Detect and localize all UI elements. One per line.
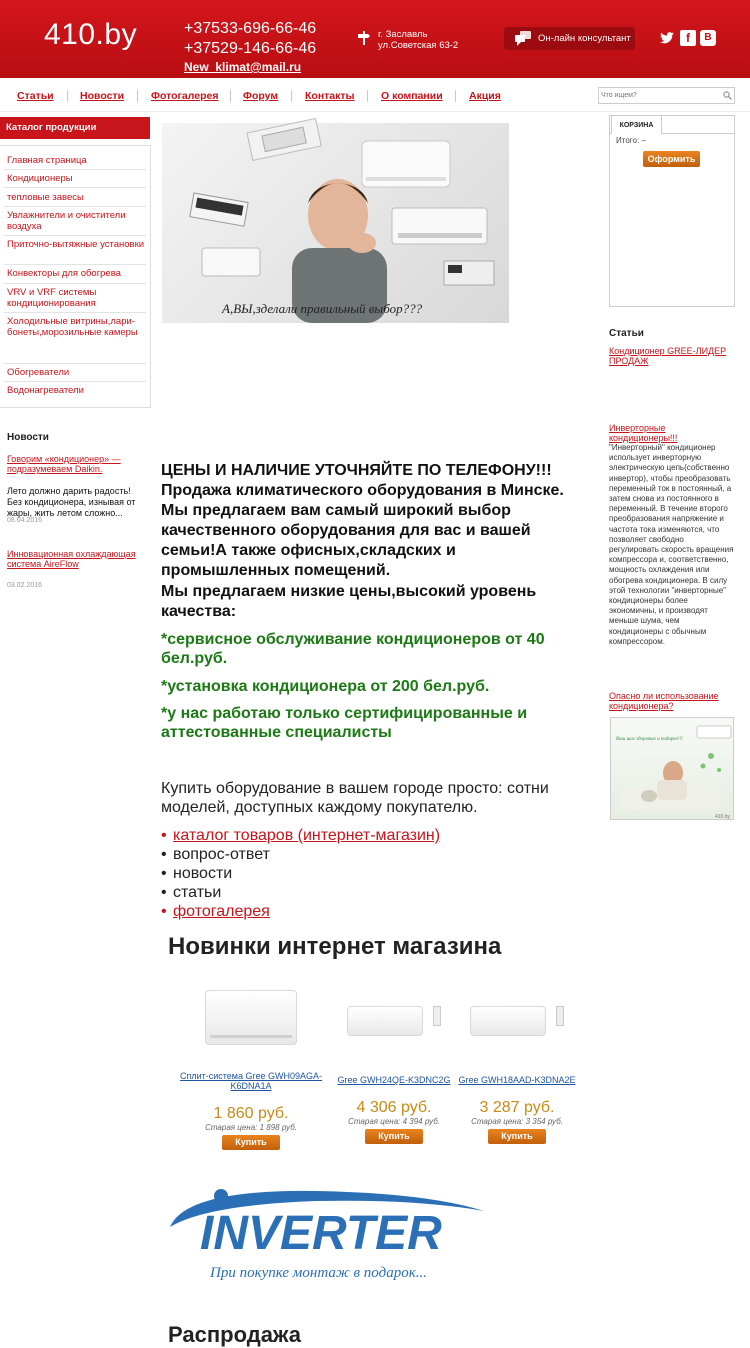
inverter-logo-text: INVERTER bbox=[200, 1207, 442, 1260]
articles-heading: Статьи bbox=[609, 328, 644, 339]
catalog-item-convectors[interactable]: Конвекторы для обогрева bbox=[7, 268, 121, 279]
news-heading: Новости bbox=[7, 432, 49, 443]
family-illustration bbox=[611, 718, 735, 821]
product-old-price: Старая цена: 1 898 руб. bbox=[205, 1123, 297, 1132]
article-link[interactable]: Кондиционер GREE-ЛИДЕР ПРОДАЖ bbox=[609, 346, 727, 366]
nav-divider bbox=[455, 90, 456, 102]
catalog-item-conditioners[interactable]: Кондиционеры bbox=[7, 173, 73, 184]
vk-icon[interactable]: B bbox=[700, 30, 716, 46]
product-price: 4 306 руб. bbox=[356, 1099, 432, 1116]
article-link[interactable]: Опасно ли использование кондиционера? bbox=[609, 691, 719, 711]
chat-icon bbox=[515, 31, 531, 46]
nav-forum[interactable]: Форум bbox=[243, 90, 279, 102]
image-watermark: 410.by bbox=[715, 814, 731, 820]
catalog-item-refrigeration[interactable]: Холодильные витрины,лари-бонеты,морозильные камеры bbox=[7, 316, 138, 338]
email-link[interactable]: New_klimat@mail.ru bbox=[184, 60, 302, 74]
nav-news[interactable]: Новости bbox=[80, 90, 125, 102]
menu-divider bbox=[4, 381, 146, 382]
menu-divider bbox=[4, 363, 146, 364]
article-excerpt: "Инверторный" кондиционер использует инверторную электрическую цепь(собственно инвертор), чтобы преобразовать переменный ток в постоянный, а затем снова из постоянного в переменный. В течение второго преобразования напряжение и частота тока изменяются, что позволяет свободно регулировать скорость вращения компрессора и, соответственно, мощность охлаждения или обогрева кондиционера. В силу этой технологии "инверторные" кондиционеры более экономичны, и производят меньше шума, чем кондиционеры с обычным компрессором. bbox=[609, 443, 734, 646]
installation-item: *установка кондиционера от 200 бел.руб. bbox=[161, 678, 490, 695]
checkout-button[interactable]: Оформить bbox=[643, 151, 700, 167]
catalog-item-vrv-vrf[interactable]: VRV и VRF системы кондиционирования bbox=[7, 287, 97, 309]
menu-divider bbox=[4, 187, 146, 188]
specialists-item: *у нас работаю только сертифицированные и аттестованные специалисты bbox=[161, 705, 528, 741]
catalog-item-humidifiers[interactable]: Увлажнители и очистители воздуха bbox=[7, 210, 126, 232]
nav-contacts[interactable]: Контакты bbox=[305, 90, 355, 102]
links-list bbox=[161, 826, 440, 921]
news-item-link[interactable]: Говорим «кондиционер» — подразумеваем Daikin. bbox=[7, 454, 121, 474]
facebook-icon[interactable]: f bbox=[680, 30, 696, 46]
buy-button[interactable]: Купить bbox=[488, 1129, 546, 1144]
product-name[interactable]: Сплит-система Gree GWH09AGA-K6DNA1A bbox=[179, 1071, 323, 1091]
banner-caption: А,ВЫ,зделали правильный выбор??? bbox=[222, 301, 423, 316]
product-name[interactable]: Gree GWH24QE-K3DNC2G bbox=[337, 1075, 451, 1085]
news-item-text[interactable]: Лето должно дарить радость! Без кондиционера, изнывая от жары, жить летом сложно... bbox=[7, 486, 136, 518]
intro-paragraph: ЦЕНЫ И НАЛИЧИЕ УТОЧНЯЙТЕ ПО ТЕЛЕФОНУ!!! Продажа климатического оборудования в Минске. Мы предлагаем вам самый широкий выбор качественного оборудования для вас и вашей семьи!А также офисных,складских и промышленных помещений. bbox=[161, 462, 564, 579]
nav-divider bbox=[137, 90, 138, 102]
product-old-price: Старая цена: 4 394 руб. bbox=[348, 1117, 440, 1126]
image-caption: Ваш шаг здоровью и подарке!!! bbox=[616, 737, 683, 742]
buy-button[interactable]: Купить bbox=[365, 1129, 423, 1144]
product-image[interactable] bbox=[470, 1006, 546, 1036]
nav-gallery[interactable]: Фотогалерея bbox=[151, 90, 219, 102]
list-item-faq[interactable]: • вопрос-ответ bbox=[161, 845, 440, 864]
catalog-item-heat-curtains[interactable]: тепловые завесы bbox=[7, 192, 84, 203]
site-logo[interactable]: 410.by bbox=[44, 18, 138, 51]
news-item-link[interactable]: Инновационная охлаждающая система AireFlow bbox=[7, 549, 136, 569]
product-name[interactable]: Gree GWH18AAD-K3DNA2E bbox=[458, 1075, 576, 1085]
product-card bbox=[442, 1006, 592, 1144]
article-image[interactable] bbox=[610, 717, 734, 820]
promo-banner[interactable] bbox=[162, 123, 509, 323]
article-link[interactable]: Инверторные кондиционеры!!! bbox=[609, 423, 678, 443]
cart-tab[interactable]: КОРЗИНА bbox=[611, 115, 662, 134]
product-price: 3 287 руб. bbox=[479, 1099, 555, 1116]
phone-1[interactable]: +37533-696-66-46 bbox=[184, 20, 317, 37]
buy-button[interactable]: Купить bbox=[222, 1135, 280, 1150]
nav-articles[interactable]: Статьи bbox=[17, 90, 54, 102]
new-products-heading: Новинки интернет магазина bbox=[168, 933, 502, 960]
nav-divider bbox=[291, 90, 292, 102]
product-image[interactable] bbox=[347, 1006, 423, 1036]
twitter-icon[interactable] bbox=[659, 30, 675, 46]
menu-divider bbox=[4, 283, 146, 284]
online-consultant-button[interactable] bbox=[504, 27, 635, 50]
address-street: ул.Советская 63-2 bbox=[378, 40, 459, 51]
search-input[interactable] bbox=[598, 87, 735, 104]
address bbox=[378, 29, 458, 51]
product-image[interactable] bbox=[205, 990, 297, 1045]
nav-about[interactable]: О компании bbox=[381, 90, 443, 102]
online-consultant-label: Он-лайн консультант bbox=[538, 33, 631, 44]
list-item-news[interactable]: • новости bbox=[161, 864, 440, 883]
catalog-heading: Каталог продукции bbox=[0, 117, 150, 139]
menu-divider bbox=[4, 206, 146, 207]
offer-paragraph: Мы предлагаем низкие цены,высокий уровень качества: bbox=[161, 583, 537, 620]
menu-divider bbox=[4, 169, 146, 170]
nav-divider bbox=[367, 90, 368, 102]
phone-2[interactable]: +37529-146-66-46 bbox=[184, 40, 317, 57]
site-header bbox=[0, 0, 750, 78]
menu-divider bbox=[4, 235, 146, 236]
signpost-icon bbox=[356, 30, 372, 46]
catalog-item-home[interactable]: Главная страница bbox=[7, 155, 87, 166]
menu-divider bbox=[4, 312, 146, 313]
search-icon[interactable] bbox=[723, 91, 732, 100]
nav-divider bbox=[230, 90, 231, 102]
catalog-item-ventilation[interactable]: Приточно-вытяжные установки bbox=[7, 239, 145, 250]
catalog-item-heaters[interactable]: Обогреватели bbox=[7, 367, 70, 378]
product-old-price: Старая цена: 3 354 руб. bbox=[471, 1117, 563, 1126]
list-item-articles[interactable]: • статьи bbox=[161, 883, 440, 902]
contact-phones bbox=[184, 19, 316, 75]
service-item: *сервисное обслуживание кондиционеров от 40 бел.руб. bbox=[161, 631, 545, 667]
news-date: 03.02.2016 bbox=[7, 582, 43, 589]
cart-total: Итого: – bbox=[616, 136, 646, 145]
catalog-item-water-heaters[interactable]: Водонагреватели bbox=[7, 385, 84, 396]
inverter-logo bbox=[166, 1185, 486, 1265]
list-item-gallery[interactable]: • фотогалерея bbox=[161, 902, 440, 921]
menu-divider bbox=[4, 264, 146, 265]
remote-control-image bbox=[556, 1006, 564, 1026]
inverter-subtitle: При покупке монтаж в подарок... bbox=[210, 1265, 427, 1281]
address-city: г. Заславль bbox=[378, 29, 428, 40]
nav-divider bbox=[67, 90, 68, 102]
nav-promo[interactable]: Акция bbox=[469, 90, 501, 102]
product-price: 1 860 руб. bbox=[213, 1105, 289, 1122]
sale-heading: Распродажа bbox=[168, 1322, 302, 1347]
list-item-catalog[interactable]: • каталог товаров (интернет-магазин) bbox=[161, 826, 440, 845]
buy-paragraph: Купить оборудование в вашем городе просто: сотни моделей, доступных каждому покупателю. bbox=[161, 780, 549, 816]
banner-illustration bbox=[162, 123, 509, 323]
remote-control-image bbox=[433, 1006, 441, 1026]
news-date: 08.04.2016 bbox=[7, 517, 43, 524]
product-card bbox=[176, 990, 326, 1150]
inverter-banner[interactable] bbox=[166, 1185, 486, 1290]
